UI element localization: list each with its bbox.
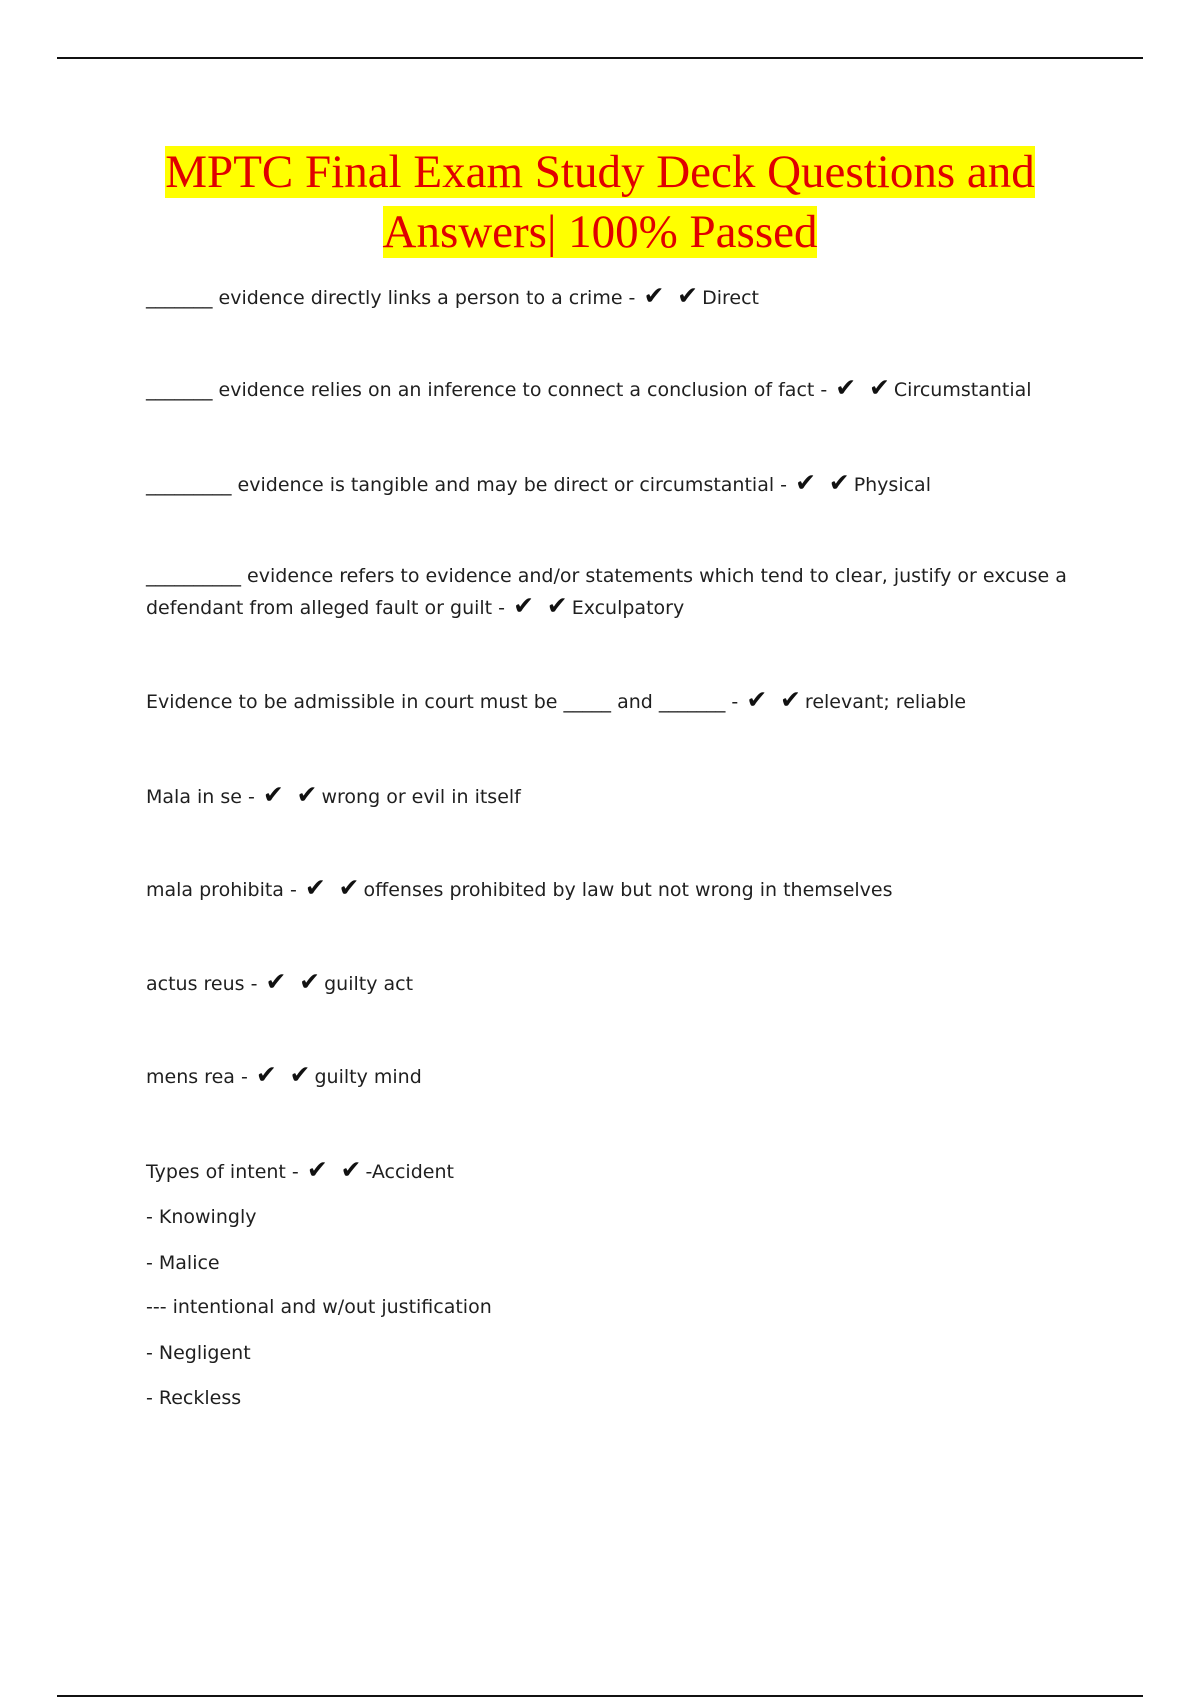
title-line-1: MPTC Final Exam Study Deck Questions and bbox=[165, 146, 1035, 198]
intent-list-item: - Malice bbox=[146, 1252, 220, 1274]
answer-text: Circumstantial bbox=[893, 379, 1032, 401]
qa-item bbox=[146, 874, 1076, 906]
qa-item bbox=[146, 560, 1076, 624]
qa-item bbox=[146, 469, 1076, 501]
intent-list-item: - Knowingly bbox=[146, 1206, 257, 1228]
answer-text: guilty mind bbox=[314, 1066, 422, 1088]
question-text: __________ evidence refers to evidence and/or statements which tend to clear, justify or excuse a defendant from alleged fault or guilt - bbox=[146, 565, 1067, 619]
intent-list-item: - Reckless bbox=[146, 1387, 242, 1409]
qa-item bbox=[146, 1061, 1076, 1093]
question-text: _________ evidence is tangible and may be direct or circumstantial - bbox=[146, 474, 788, 496]
question-text: Types of intent - bbox=[146, 1161, 299, 1183]
check-icon: ✔ ✔ bbox=[262, 780, 320, 809]
check-icon: ✔ ✔ bbox=[795, 468, 852, 497]
answer-text: Direct bbox=[702, 287, 759, 309]
top-rule bbox=[57, 57, 1143, 59]
question-text: Evidence to be admissible in court must be _____ and _______ - bbox=[146, 691, 739, 713]
check-icon: ✔ ✔ bbox=[835, 373, 892, 402]
answer-text: relevant; reliable bbox=[804, 691, 967, 713]
answer-text: -Accident bbox=[365, 1161, 454, 1183]
check-icon: ✔ ✔ bbox=[513, 591, 570, 620]
bottom-rule bbox=[57, 1695, 1143, 1697]
check-icon: ✔ ✔ bbox=[265, 967, 323, 996]
question-text: mens rea - bbox=[146, 1066, 248, 1088]
intent-list-item: --- intentional and w/out justification bbox=[146, 1296, 492, 1318]
qa-item bbox=[146, 781, 1076, 813]
question-text: Mala in se - bbox=[146, 786, 255, 808]
answer-text: Exculpatory bbox=[571, 597, 685, 619]
check-icon: ✔ ✔ bbox=[304, 873, 362, 902]
qa-item bbox=[146, 282, 1076, 314]
question-text: actus reus - bbox=[146, 973, 258, 995]
check-icon: ✔ ✔ bbox=[643, 281, 701, 310]
check-icon: ✔ ✔ bbox=[746, 685, 803, 714]
check-icon: ✔ ✔ bbox=[255, 1060, 313, 1089]
qa-item bbox=[146, 686, 1076, 718]
answer-text: wrong or evil in itself bbox=[321, 786, 521, 808]
answer-text: Physical bbox=[853, 474, 931, 496]
question-text: _______ evidence relies on an inference to connect a conclusion of fact - bbox=[146, 379, 828, 401]
qa-item bbox=[146, 968, 1076, 1000]
document-title bbox=[100, 142, 1100, 262]
check-icon: ✔ ✔ bbox=[306, 1155, 364, 1184]
title-line-2: Answers| 100% Passed bbox=[382, 206, 818, 258]
question-text: mala prohibita - bbox=[146, 879, 297, 901]
intent-list-item: - Negligent bbox=[146, 1342, 251, 1364]
answer-text: offenses prohibited by law but not wrong in themselves bbox=[363, 879, 893, 901]
qa-item bbox=[146, 1156, 1076, 1188]
qa-item bbox=[146, 374, 1076, 406]
answer-text: guilty act bbox=[324, 973, 414, 995]
question-text: _______ evidence directly links a person to a crime - bbox=[146, 287, 636, 309]
